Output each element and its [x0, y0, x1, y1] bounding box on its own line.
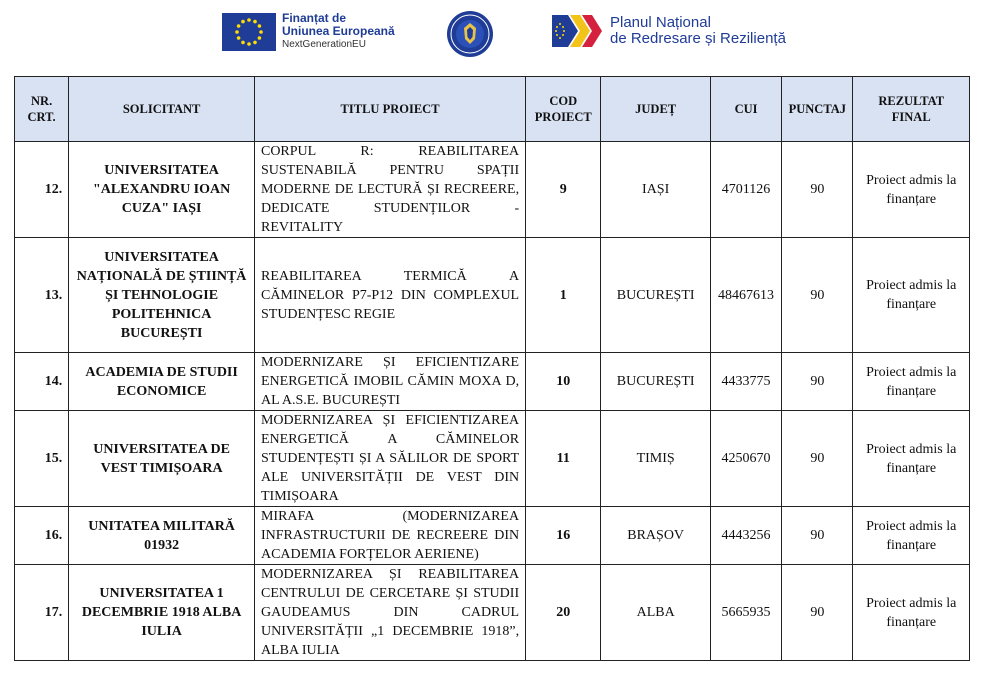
cell-judet: ALBA — [601, 565, 710, 661]
column-header-solicitant: SOLICITANT — [69, 77, 255, 142]
cell-cui: 4433775 — [710, 353, 781, 411]
cell-judet: BUCUREȘTI — [601, 238, 710, 353]
pnrr-mark-icon — [552, 15, 604, 47]
cell-solicitant: UNIVERSITATEA "ALEXANDRU IOAN CUZA" IAȘI — [69, 142, 255, 238]
cell-punctaj: 90 — [782, 238, 853, 353]
cell-cui: 4250670 — [710, 411, 781, 507]
eu-funding-logo — [222, 12, 395, 51]
column-header-judet: JUDEȚ — [601, 77, 710, 142]
cell-judet: IAȘI — [601, 142, 710, 238]
table-row — [15, 142, 970, 238]
column-header-rezultat: REZULTAT FINAL — [853, 77, 970, 142]
eu-logo-line1: Finanțat de — [282, 11, 347, 25]
cell-titlu: CORPUL R: REABILITAREA SUSTENABILĂ PENTRU SPAȚII MODERNE DE LECTURĂ ȘI RECREERE, DEDICATE STUDENȚILOR - REVITALITY — [254, 142, 525, 238]
eu-logo-line3: NextGenerationEU — [282, 39, 366, 50]
column-header-cod: COD PROIECT — [526, 77, 601, 142]
cell-punctaj: 90 — [782, 142, 853, 238]
cell-rezultat: Proiect admis la finanțare — [853, 411, 970, 507]
cell-punctaj: 90 — [782, 507, 853, 565]
table-row — [15, 507, 970, 565]
column-header-punctaj: PUNCTAJ — [782, 77, 853, 142]
cell-titlu: MODERNIZARE ȘI EFICIENTIZARE ENERGETICĂ IMOBIL CĂMIN MOXA D, AL A.S.E. BUCUREȘTI — [254, 353, 525, 411]
cell-nr: 12. — [15, 142, 69, 238]
table-row — [15, 353, 970, 411]
table-header-row — [15, 77, 970, 142]
column-header-nr: NR. CRT. — [15, 77, 69, 142]
cell-solicitant: UNITATEA MILITARĂ 01932 — [69, 507, 255, 565]
cell-solicitant: UNIVERSITATEA 1 DECEMBRIE 1918 ALBA IULIA — [69, 565, 255, 661]
cell-nr: 13. — [15, 238, 69, 353]
romanian-government-seal-icon — [446, 10, 494, 58]
cell-rezultat: Proiect admis la finanțare — [853, 142, 970, 238]
cell-nr: 17. — [15, 565, 69, 661]
cell-nr: 16. — [15, 507, 69, 565]
eu-logo-line2: Uniunea Europeană — [282, 24, 395, 38]
cell-punctaj: 90 — [782, 411, 853, 507]
column-header-titlu: TITLU PROIECT — [254, 77, 525, 142]
cell-titlu: REABILITAREA TERMICĂ A CĂMINELOR P7-P12 DIN COMPLEXUL STUDENȚESC REGIE — [254, 238, 525, 353]
cell-cui: 5665935 — [710, 565, 781, 661]
results-table — [14, 76, 970, 661]
column-header-cui: CUI — [710, 77, 781, 142]
cell-titlu: MODERNIZAREA ȘI EFICIENTIZAREA ENERGETICĂ A CĂMINELOR STUDENȚEȘTI ȘI A SĂLILOR DE SPORT ALE UNIVERSITĂȚII DE VEST DIN TIMIȘOARA — [254, 411, 525, 507]
pnrr-logo-line1: Planul Național — [610, 14, 711, 31]
cell-titlu: MODERNIZAREA ȘI REABILITAREA CENTRULUI DE CERCETARE ȘI STUDII GAUDEAMUS DIN CADRUL UNIVERSITĂȚII „1 DECEMBRIE 1918”, ALBA IULIA — [254, 565, 525, 661]
cell-cui: 4701126 — [710, 142, 781, 238]
cell-cod: 16 — [526, 507, 601, 565]
cell-cod: 1 — [526, 238, 601, 353]
table-row — [15, 238, 970, 353]
cell-judet: BRAȘOV — [601, 507, 710, 565]
cell-cui: 48467613 — [710, 238, 781, 353]
cell-cod: 11 — [526, 411, 601, 507]
cell-rezultat: Proiect admis la finanțare — [853, 353, 970, 411]
cell-judet: BUCUREȘTI — [601, 353, 710, 411]
eu-flag-icon — [222, 13, 276, 51]
pnrr-logo-line2: de Redresare și Reziliență — [610, 30, 786, 47]
cell-cui: 4443256 — [710, 507, 781, 565]
cell-cod: 20 — [526, 565, 601, 661]
cell-solicitant: UNIVERSITATEA DE VEST TIMIȘOARA — [69, 411, 255, 507]
cell-cod: 10 — [526, 353, 601, 411]
cell-punctaj: 90 — [782, 565, 853, 661]
cell-nr: 14. — [15, 353, 69, 411]
cell-cod: 9 — [526, 142, 601, 238]
cell-judet: TIMIȘ — [601, 411, 710, 507]
cell-punctaj: 90 — [782, 353, 853, 411]
cell-rezultat: Proiect admis la finanțare — [853, 565, 970, 661]
pnrr-logo — [552, 15, 786, 47]
cell-rezultat: Proiect admis la finanțare — [853, 507, 970, 565]
table-row — [15, 411, 970, 507]
cell-solicitant: UNIVERSITATEA NAȚIONALĂ DE ȘTIINȚĂ ȘI TEHNOLOGIE POLITEHNICA BUCUREȘTI — [69, 238, 255, 353]
cell-solicitant: ACADEMIA DE STUDII ECONOMICE — [69, 353, 255, 411]
header-logos — [0, 0, 991, 70]
table-row — [15, 565, 970, 661]
cell-titlu: MIRAFA (MODERNIZAREA INFRASTRUCTURII DE RECREERE DIN ACADEMIA FORȚELOR AERIENE) — [254, 507, 525, 565]
cell-rezultat: Proiect admis la finanțare — [853, 238, 970, 353]
cell-nr: 15. — [15, 411, 69, 507]
